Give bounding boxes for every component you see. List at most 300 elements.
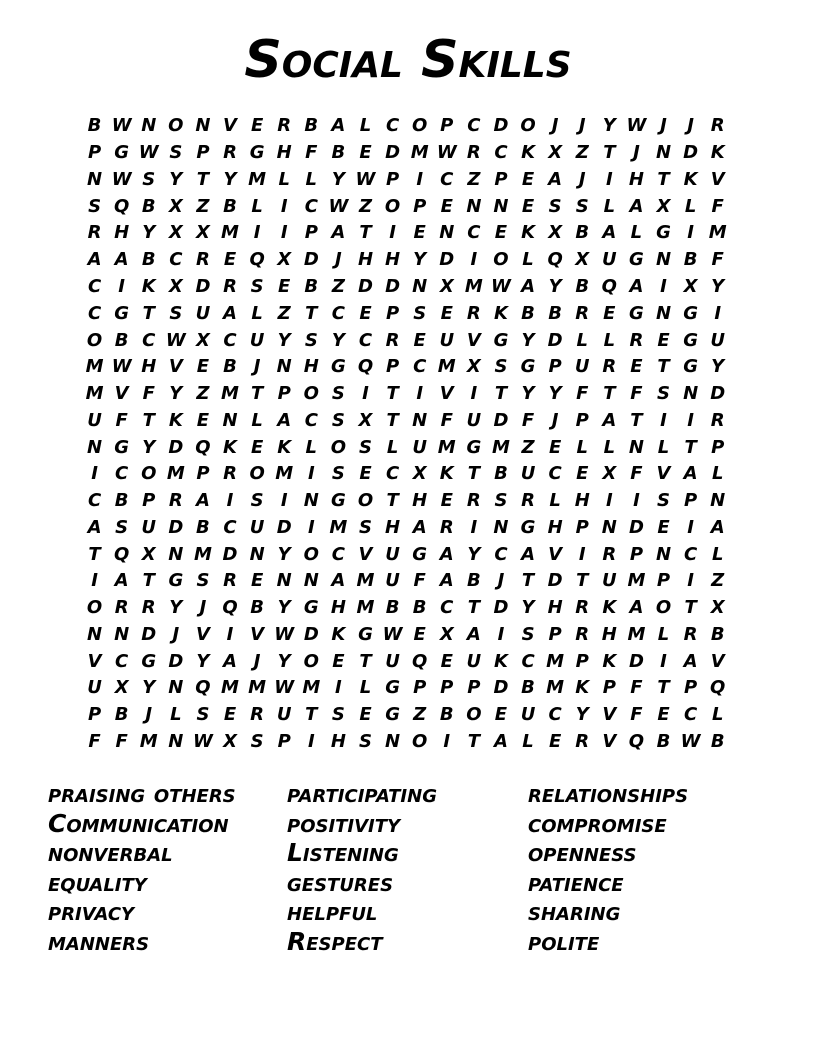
grid-cell: R [575,597,590,619]
grid-cell: K [439,463,454,485]
grid-cell: T [684,436,697,458]
grid-cell: R [223,463,237,485]
grid-cell: V [710,168,725,190]
grid-cell: Y [277,650,291,672]
grid-cell: M [491,436,510,458]
grid-cell: S [250,730,264,752]
grid-cell: I [605,168,613,190]
grid-cell: G [629,302,644,324]
grid-cell: E [494,222,508,244]
grid-cell: K [331,623,346,645]
grid-cell: E [196,409,210,431]
grid-cell: W [680,730,701,752]
grid-cell: H [330,597,346,619]
grid-cell: P [196,463,210,485]
grid-cell: A [548,168,563,190]
grid-cell: F [521,409,535,431]
grid-cell: V [466,329,481,351]
grid-cell: E [196,356,210,378]
grid-cell: C [494,142,508,164]
grid-cell: F [440,409,453,431]
word-list-item: patience [528,867,624,897]
grid-cell: F [142,383,155,405]
grid-cell: O [520,115,536,137]
grid-cell: H [141,356,157,378]
grid-cell: C [169,249,183,271]
grid-cell: U [385,543,400,565]
grid-cell: E [413,329,426,351]
grid-cell: E [359,142,372,164]
grid-cell: X [656,195,671,217]
grid-cell: M [627,623,646,645]
grid-cell: J [578,115,586,137]
grid-cell: S [331,463,345,485]
grid-cell: G [520,516,536,538]
grid-cell: Y [521,597,535,619]
grid-cell: I [687,222,694,244]
grid-cell: J [578,168,586,190]
grid-cell: I [280,490,288,512]
grid-cell: N [195,115,211,137]
grid-cell: Y [142,677,156,699]
grid-cell: I [443,730,451,752]
grid-cell: I [578,543,586,565]
grid-cell: F [88,730,101,752]
grid-cell: I [660,275,667,297]
grid-cell: R [466,302,481,324]
word-list-column [287,779,528,957]
grid-cell: H [330,730,346,752]
grid-cell: U [439,329,455,351]
grid-cell: R [87,222,102,244]
word-list-item: praising others [48,779,236,808]
grid-cell: R [575,623,590,645]
grid-cell: X [602,463,617,485]
grid-cell: P [440,677,454,699]
grid-cell: Z [521,436,535,458]
grid-cell: R [114,597,129,619]
grid-cell: M [166,463,185,485]
grid-cell: P [575,516,589,538]
grid-cell: M [221,222,239,244]
grid-cell: A [223,650,237,672]
grid-cell: G [141,650,157,672]
grid-cell: L [576,436,588,458]
word-search-grid [81,113,731,755]
grid-cell: V [195,623,210,645]
grid-cell: K [168,409,183,431]
word-list-item: participating [287,779,437,808]
grid-cell: D [493,115,509,137]
grid-cell: O [412,730,428,752]
grid-cell: F [115,409,128,431]
grid-cell: X [141,543,156,565]
grid-cell: I [307,730,315,752]
grid-cell: M [85,383,104,405]
grid-cell: P [87,704,102,726]
grid-cell: D [141,623,157,645]
grid-cell: Q [710,677,726,699]
grid-cell: W [274,623,295,645]
grid-cell: Q [195,436,211,458]
grid-cell: R [521,490,535,512]
grid-cell: A [87,516,102,538]
grid-cell: W [382,623,403,645]
grid-cell: S [250,275,264,297]
grid-cell: O [303,543,319,565]
grid-cell: G [385,704,400,726]
grid-cell: S [88,195,102,217]
word-list-item: compromise [528,808,667,838]
grid-cell: A [331,115,346,137]
grid-cell: O [493,249,509,271]
grid-cell: E [521,195,535,217]
grid-cell: L [278,168,290,190]
grid-cell: N [249,543,265,565]
grid-cell: X [575,249,590,271]
grid-cell: O [412,115,428,137]
grid-cell: N [493,516,509,538]
grid-cell: C [548,704,562,726]
grid-cell: P [413,195,427,217]
grid-cell: Y [169,597,183,619]
grid-cell: X [466,356,481,378]
grid-cell: H [385,516,401,538]
grid-cell: W [436,142,457,164]
grid-cell: I [91,463,98,485]
grid-cell: E [576,463,589,485]
grid-cell: C [115,463,129,485]
grid-cell: L [305,436,318,458]
grid-cell: S [575,195,589,217]
grid-cell: U [87,677,102,699]
grid-cell: X [439,623,454,645]
grid-cell: M [275,463,294,485]
grid-cell: R [277,115,292,137]
grid-cell: H [357,249,374,271]
grid-cell: I [362,383,369,405]
grid-cell: V [358,543,373,565]
grid-cell: G [683,302,698,324]
grid-cell: L [170,704,182,726]
grid-cell: L [657,436,670,458]
grid-cell: I [91,570,98,592]
grid-cell: I [389,222,396,244]
grid-cell: K [141,275,156,297]
grid-cell: B [521,302,535,324]
grid-cell: V [548,543,563,565]
grid-cell: Y [548,275,562,297]
grid-cell: E [413,222,426,244]
grid-cell: P [684,490,698,512]
grid-cell: T [88,543,101,565]
grid-cell: Y [331,329,345,351]
grid-cell: H [628,168,644,190]
grid-cell: S [115,516,129,538]
grid-cell: J [551,115,559,137]
grid-cell: M [437,436,456,458]
grid-cell: G [114,302,130,324]
grid-cell: C [304,195,318,217]
grid-cell: S [304,329,318,351]
grid-cell: Y [521,383,535,405]
grid-cell: E [657,704,670,726]
grid-cell: T [386,383,399,405]
grid-cell: I [687,570,694,592]
grid-cell: R [223,142,237,164]
grid-cell: C [223,329,237,351]
grid-cell: J [199,597,207,619]
grid-cell: N [628,436,644,458]
grid-cell: B [439,704,454,726]
grid-cell: B [114,490,129,512]
grid-cell: K [493,650,508,672]
grid-cell: T [250,383,264,405]
grid-cell: O [249,463,265,485]
grid-cell: P [385,356,400,378]
grid-cell: G [493,329,509,351]
grid-cell: O [357,490,374,512]
grid-cell: W [111,115,132,137]
grid-cell: I [416,168,424,190]
grid-cell: W [491,275,511,297]
grid-cell: T [386,490,399,512]
grid-cell: K [710,142,725,164]
grid-cell: S [196,570,210,592]
grid-cell: Q [113,195,130,217]
grid-cell: Q [601,275,617,297]
grid-cell: L [549,490,561,512]
grid-cell: X [223,730,237,752]
grid-cell: H [412,490,428,512]
grid-cell: P [548,623,562,645]
grid-cell: R [683,623,698,645]
grid-cell: N [276,356,292,378]
grid-cell: N [412,275,428,297]
word-list-item: equality [48,867,147,897]
grid-cell: N [222,409,238,431]
grid-cell: W [165,329,186,351]
grid-cell: N [385,730,401,752]
grid-cell: U [466,409,482,431]
grid-cell: T [603,383,616,405]
grid-cell: W [274,677,295,699]
grid-cell: J [335,249,342,271]
grid-cell: R [602,356,617,378]
grid-cell: A [710,516,725,538]
grid-cell: X [168,222,183,244]
word-list-item: Listening [287,838,399,868]
grid-cell: M [437,356,456,378]
grid-cell: O [466,704,482,726]
grid-cell: S [331,704,345,726]
grid-cell: Q [628,730,645,752]
grid-cell: B [656,730,671,752]
grid-cell: R [575,302,590,324]
grid-cell: P [385,168,400,190]
grid-cell: T [467,597,480,619]
grid-cell: B [250,597,264,619]
grid-cell: K [521,222,536,244]
grid-cell: L [684,195,697,217]
grid-cell: N [276,570,292,592]
grid-cell: D [168,650,184,672]
grid-cell: R [710,115,725,137]
grid-cell: Q [195,677,211,699]
grid-cell: M [356,597,375,619]
grid-cell: C [440,597,454,619]
grid-cell: Y [277,329,291,351]
grid-cell: I [660,650,667,672]
grid-cell: T [657,356,670,378]
grid-cell: T [359,222,372,244]
grid-cell: H [276,142,292,164]
grid-cell: M [85,356,104,378]
grid-cell: S [359,516,372,538]
grid-cell: Y [277,543,291,565]
grid-cell: J [497,570,505,592]
grid-cell: A [629,195,644,217]
grid-cell: N [655,543,672,565]
grid-cell: I [118,275,125,297]
grid-cell: C [223,516,237,538]
grid-cell: B [683,249,698,271]
grid-cell: T [467,730,480,752]
grid-cell: B [114,329,129,351]
grid-cell: E [440,302,453,324]
grid-cell: X [114,677,129,699]
grid-cell: B [223,195,237,217]
grid-cell: M [329,516,348,538]
grid-cell: V [439,383,454,405]
grid-cell: L [711,463,724,485]
grid-cell: S [494,356,508,378]
grid-cell: P [304,222,318,244]
grid-cell: V [114,383,129,405]
grid-cell: Y [711,275,725,297]
grid-cell: G [656,222,671,244]
grid-cell: C [304,409,318,431]
grid-cell: D [493,409,509,431]
grid-cell: X [548,222,563,244]
grid-cell: E [359,463,372,485]
grid-cell: U [710,329,726,351]
grid-cell: A [439,543,454,565]
grid-cell: W [328,195,349,217]
grid-cell: X [412,463,427,485]
grid-cell: T [196,168,210,190]
grid-cell: B [466,570,481,592]
grid-cell: E [548,730,562,752]
grid-cell: E [630,356,643,378]
grid-cell: B [494,463,508,485]
grid-cell: C [684,543,698,565]
grid-cell: E [521,168,535,190]
grid-cell: G [358,623,373,645]
grid-cell: U [141,516,157,538]
grid-cell: Y [142,436,156,458]
grid-cell: D [276,516,292,538]
grid-cell: I [470,383,478,405]
grid-cell: Y [602,115,616,137]
grid-cell: B [196,516,210,538]
grid-cell: I [280,222,288,244]
grid-cell: O [141,463,157,485]
grid-cell: C [521,650,535,672]
grid-cell: W [111,356,132,378]
grid-cell: O [168,115,184,137]
grid-cell: D [385,275,401,297]
grid-cell: Q [547,249,563,271]
grid-cell: G [114,436,130,458]
grid-cell: Z [331,275,345,297]
grid-cell: I [497,623,505,645]
grid-cell: A [439,570,454,592]
grid-cell: X [358,409,373,431]
grid-cell: V [602,730,617,752]
grid-cell: G [629,249,644,271]
grid-cell: Z [413,704,427,726]
grid-cell: E [359,704,372,726]
grid-cell: D [683,142,699,164]
grid-cell: E [440,650,453,672]
grid-cell: Y [196,650,210,672]
grid-cell: H [114,222,130,244]
grid-cell: I [307,516,315,538]
grid-cell: O [655,597,672,619]
grid-cell: L [359,115,372,137]
grid-cell: A [466,623,481,645]
grid-cell: I [714,302,722,324]
grid-cell: M [356,570,375,592]
grid-cell: V [602,704,617,726]
grid-cell: T [521,570,535,592]
grid-cell: O [86,329,103,351]
grid-cell: R [168,490,183,512]
grid-cell: G [331,356,346,378]
grid-cell: H [547,516,563,538]
grid-cell: P [684,677,698,699]
grid-cell: I [416,383,424,405]
grid-cell: L [251,409,263,431]
grid-cell: D [168,516,184,538]
grid-cell: M [221,677,239,699]
grid-cell: V [87,650,102,672]
grid-cell: Y [521,329,535,351]
grid-cell: B [575,275,590,297]
grid-cell: U [602,249,617,271]
grid-cell: R [466,142,481,164]
grid-cell: M [410,142,429,164]
grid-cell: D [222,543,238,565]
grid-cell: L [603,436,616,458]
grid-cell: Y [548,383,562,405]
grid-cell: S [331,383,345,405]
grid-cell: E [250,115,264,137]
grid-cell: R [385,329,400,351]
grid-cell: Y [277,597,291,619]
grid-cell: A [629,597,644,619]
grid-cell: N [412,409,428,431]
grid-cell: G [683,329,698,351]
grid-cell: P [413,677,427,699]
grid-cell: R [223,570,237,592]
grid-cell: U [385,650,400,672]
grid-cell: A [602,409,617,431]
grid-cell: K [683,168,698,190]
grid-cell: N [655,249,672,271]
grid-cell: R [602,543,617,565]
